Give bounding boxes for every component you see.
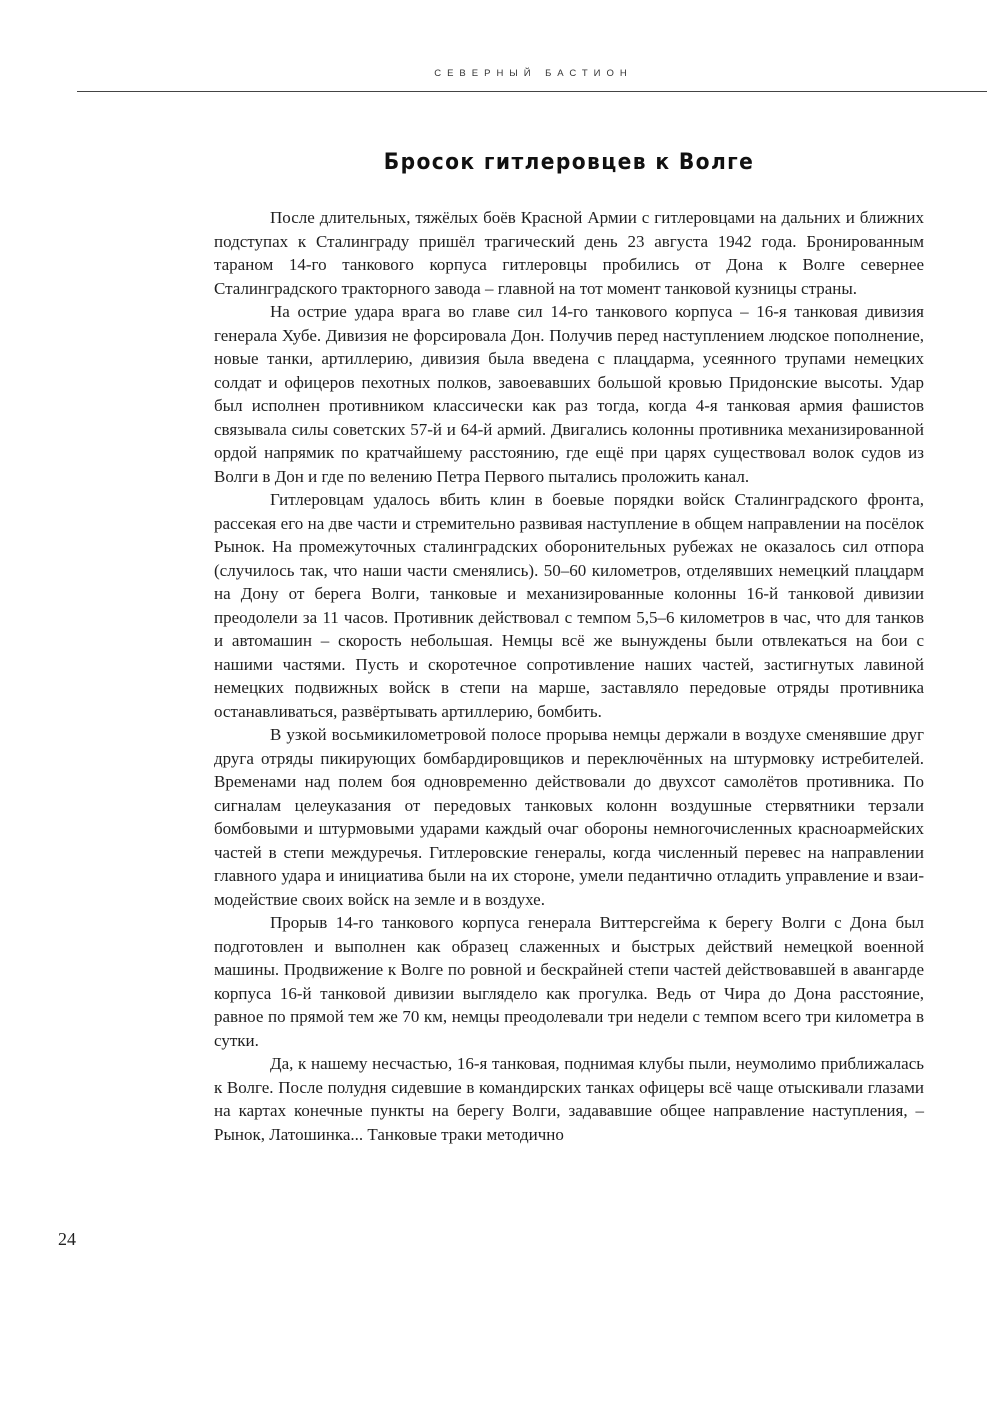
paragraph: В узкой восьмикилометровой полосе прорыва немцы держали в воздухе сменявшие друг друга отряды пикирующих бомбардировщиков и переключённых на штурмовку истребителей. Временами над полем боя одновременно действовали до двухсот самолётов противника. По сигналам целеуказания от передовых танковых колонн воздушные стервятники терзали бомбовыми и штурмовыми ударами каждый очаг обороны немногочисленных красноармейских частей в степи междуречья. Гитлеровские генералы, когда численный перевес на направлении главного удара и инициатива были на их стороне, умели педантично отладить управление и взаимодействие своих войск на земле и в воздухе. (214, 725, 924, 909)
header-rule (77, 91, 987, 92)
paragraph: После длительных, тяжёлых боёв Красной Армии с гитлеровцами на дальних и ближних подступах к Сталинграду пришёл трагический день 23 августа 1942 года. Бронированным тараном 14-го танкового корпуса гитлеровцы пробились от Дона к Волге севернее Сталинградского тракторного завода – главной на тот момент танковой кузницы страны. (214, 208, 924, 298)
page-number: 24 (58, 1229, 76, 1249)
running-head: СЕВЕРНЫЙ БАСТИОН (434, 68, 633, 79)
paragraph: На острие удара врага во главе сил 14-го танкового корпуса – 16-я танковая дивизия генерала Хубе. Дивизия не форсировала Дон. Получив перед наступлением людское пополнение, новые танки, артиллерию, дивизия была введена с плацдарма, усеянного трупами немецких солдат и офицеров пехотных полков, завоевавших большой кровью Придонские высоты. Удар был исполнен противником классически как раз тогда, когда 4-я танковая армия фашистов связывала силы советских 57-й и 64-й армий. Двигались колонны противника механизированной ордой напрямик по кратчайшему расстоянию, где ещё при царях существовал волок судов из Волги в Дон и где по велению Петра Первого пытались проложить канал. (214, 302, 924, 486)
chapter-title: Бросок гитлеровцев к Волге (383, 150, 755, 175)
paragraph: Прорыв 14-го танкового корпуса генерала Виттерсгейма к берегу Волги с Дона был подготовлен и выполнен как образец слаженных и быстрых действий немецкой военной машины. Продвижение к Волге по ровной и бескрайней степи частей действовавшей в авангарде корпуса 16-й танковой дивизии выглядело как прогулка. Ведь от Чира до Дона расстояние, равное по прямой тем же 70 км, немцы преодолевали три недели с темпом всего три километра в сутки. (214, 913, 924, 1050)
paragraph: Да, к нашему несчастью, 16-я танковая, поднимая клубы пыли, неумолимо приближалась к Волге. После полудня сидевшие в командирских танках офицеры всё чаще отыскивали глазами на картах конечные пункты на берегу Волги, задававшие общее направление наступления, – Рынок, Латошинка... Танковые траки методично (214, 1054, 924, 1144)
body-text (214, 206, 924, 1146)
paragraph: Гитлеровцам удалось вбить клин в боевые порядки войск Сталинградского фронта, рассекая его на две части и стремительно развивая наступление в общем направлении на посёлок Рынок. На промежуточных сталинградских оборонительных рубежах не оказалось сил отпора (случилось так, что наши части сменялись). 50–60 километров, отделявших немецкий плацдарм на Дону от берега Волги, танковые и механизированные колонны 16-й танковой дивизии преодолели за 11 часов. Противник действовал с темпом 5,5–6 километров в час, что для танков и автомашин – скорость небольшая. Немцы всё же вынуждены были отвлекаться на бои с нашими частями. Пусть и скоротечное сопротивление наших частей, застигнутых лавиной немецких подвижных войск в степи на марше, заставляло передовые отряды противника останавливаться, развёртывать артиллерию, бомбить. (214, 490, 924, 721)
